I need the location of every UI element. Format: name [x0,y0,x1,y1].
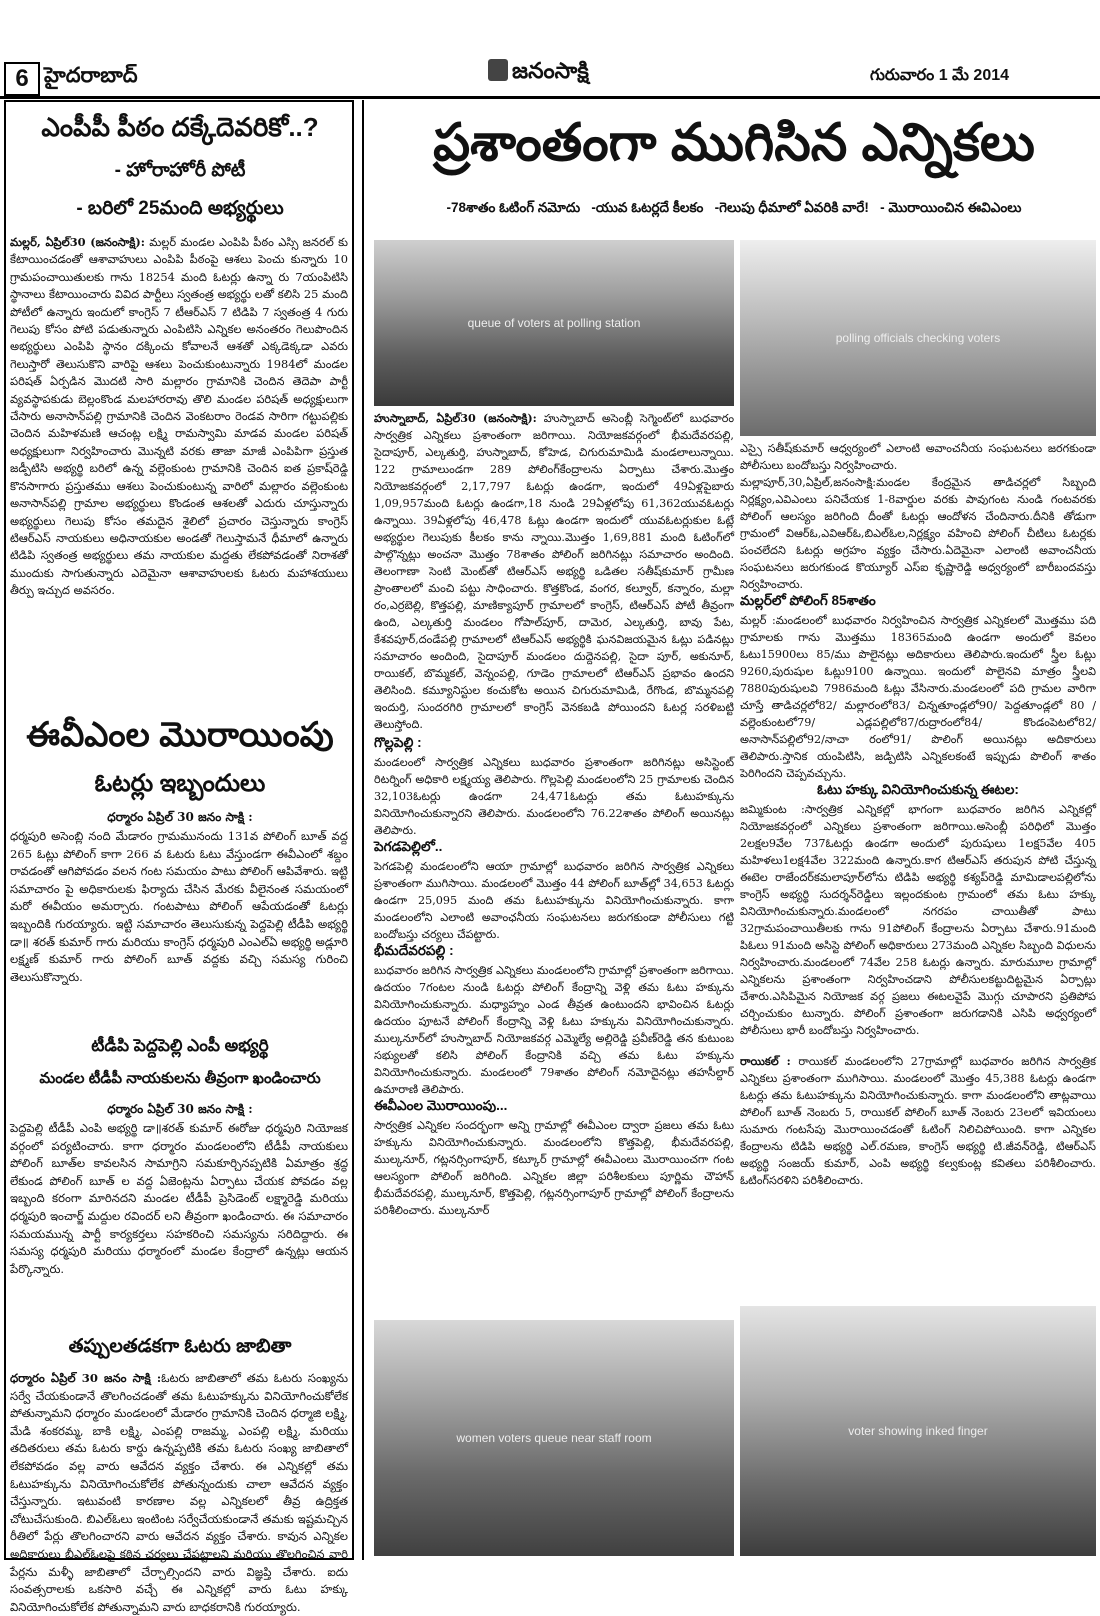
article4-dateline: ధర్మారం ఏప్రిల్ 30 జనం సాక్షి : [10,1371,162,1385]
mid-p5: సార్వత్రిక ఎన్నికల సందర్భంగా అన్ని గ్రామాల్లో ఈవీఎంల ద్వారా ప్రజలు తమ ఓటు హక్కును వినియోగించుకున్నారు. మండలంలోని కొత్తపెల్లి, భీమదేవరపల్లి, ముల్కనూర్, గట్లనర్సింగాపూర్, కట్కూర్ గ్రామాల్లో ఈవీఎంలు మొరాయించగా గంట ఆలస్యంగా పోలింగ్ జరిగింది. ఎన్నికల జిల్లా పరిశీలకులు పూర్ణిమ చౌహాన్ భీమదేవరపల్లి, ముల్కనూర్, కొత్తపెల్లి, గట్లనర్సింగాపూర్ గ్రామాల్లో పోలింగ్ కేంద్రాలను పరిశీలించారు. ముల్కనూర్ [374,1119,734,1217]
article1-sub1: - హోరాహోరీ పోటీ [114,160,246,181]
section-city: హైదరాబాద్ [44,64,138,87]
mid-subhead-bheemadevarapalli: భీమదేవరపల్లి : [374,943,454,958]
article2-dateline: ధర్మారం ఏప్రిల్ 30 జనం సాక్షి : [107,810,253,824]
right-p3: జమ్మికుంట :సార్వత్రిక ఎన్నికల్లో భాగంగా బుధవారం జరిగిన ఎన్నికల్లో నియోజకవర్గంలో ఎన్నికలు ప్రశాంతంగా జరిగాయి.అసెంబ్లీ పరిధిలో మొత్తం 2లక్షల9వేల 737ఓటర్లు ఉండగా అందులో పురుషులు 1లక్ష5వేల 405 మహిళలు1లక్ష4వేల 322మంది ఉన్నారు.కాగ టిఆర్ఎస్ తరుపున పోటి చేస్తున్న ఈటెల రాజేందర్‌కమలాపూర్‌లోను టిడిపి అభ్యర్థి కశ్యప్‌రెడ్డి మామిడాలపల్లిలోను కాంగ్రెస్ అభ్యర్థి సుదర్శన్‌రెడ్డిలు ఇల్లందకుంట గ్రామంలో తమ ఓటు హక్కు వినియోగించుకున్నారు.మండలంలో నగరపం చాయితీతో పాటు 32గ్రామపంచాయితీలకు గాను 91పోలింగ్ కేంద్రాలను ఏర్పాటు చేశారు.91మంది పిఓలు 91మంది అసిస్టె పోలింగ్ అధికారులు 273మంది ఎన్నికల సిబ్బంది విధులను నిర్వహించారు.మండలంలో 74వేల 258 ఓటర్లు ఉన్నారు. మారుమూల గ్రామాల్లో ఎన్నికలను ప్రశాంతంగా నిర్వహించడాని పోలీసులకట్టుదిట్టమైన ఏర్పాట్లు చేశారు.ఎసిపిమైన నియోజక వర్గ ప్రజలు ఈటలవైపే మొగ్గు చూపారని ప్రతిపోప చర్చించుకుం టున్నారు. పోలింగ్ ప్రశాంతంగా జరుగడానికి ఎసిపి అధ్వర్యంలో పోలీసులు భారీ బందోబస్తు నిర్వహించారు. [740,803,1096,1037]
article2-sub: ఓటర్లు ఇబ్బందులు [94,770,266,797]
article4-text: ఓటరు జాబితాలో తమ ఓటరు సంఖ్యను సర్వే చేయకుండానే తొలగించడంతో తమ ఓటుహక్కును వినియోగించుకోలేక పోతున్నామని ధర్మారం మండలంలో మేడారం గ్రామానికి చెందిన ధర్మాజి లక్ష్మి, మేడి శంకరమ్మ, బాకి లక్ష్మి, ఎంపల్లి రాజమ్మ, ఎంపల్లి లక్ష్మి, మరియు తదితరులు తమ ఓటరు కార్డు ఉన్నప్పటికి తమ ఓటరు సంఖ్య జాబితాలో లేకపోవడం వల్ల వారు ఆవేదన వ్యక్తం చేశారు. ఈ ఎన్నికల్లో తమ ఓటుహక్కును వినియోగించుకోలేక పోతున్నందుకు చాలా ఆవేదన వ్యక్తం చేస్తున్నారు. ఇటువంటి కారణాల వల్ల ఎన్నికలలో తీవ్ర ఉద్రిక్తత చోటుచేసుకుంది. బిఎల్ఓలు ఇంటింట సర్వేచేయకుండానే తమకు ఇష్టమచ్చిన రీతిలో పేర్లు తొలగించారని వారు ఆవేదన వ్యక్తం చేశారు. కావున ఎన్నికల అధికారులు బీఎల్ఓలపై కఠిన చర్యలు చేపట్టాలని మరియు తొలగించిన వారి పేర్లను మళ్ళీ జాబితాలో చేర్చాల్సిందని వారు విజ్ఞప్తి చేశారు. ఐదు సంవత్సరాలకు ఒకసారి వచ్చే ఈ ఎన్నికల్లో వారు ఓటు హక్కు వినియోగించుకోలేక పోతున్నామని వారు బాధకరానికి గురయ్యారు. [10,1371,348,1614]
right-subhead-etela: ఓటు హక్కు వినియోగించుకున్న ఈటల: [817,782,1019,797]
photo-women-queue: women voters queue near staff room [374,1320,734,1556]
mid-p3: పెగడపెల్లి మండలంలోని ఆయా గ్రామాల్లో బుధవారం జరిగిన సార్వత్రిక ఎన్నికలు ప్రశాంతంగా ముగిసాయి. మండలంలో మొత్తం 44 పోలింగ్ బూత్‌ల్లో 34,653 ఓటర్లు ఉండగా 25,095 మంది తమ ఓటుహక్కును వినియోగించుకున్నారు. కాగా మండలంలోని ఎలాంటి అవాంఛనీయ సంఘటనలు జరుగకుండా పోలీసులు గట్టి బందోబస్తు చర్యలు చేపట్టారు. [374,860,734,941]
article2-title: ఈవీఎంల మొరాయింపు [26,716,334,754]
photo-polling-officials: polling officials checking voters [740,240,1096,436]
photo-voters-queue: queue of voters at polling station [374,240,734,406]
mid-subhead-gollapalli: గొల్లపెల్లి : [374,735,422,750]
right-p1: మల్లాపూర్,30,ఏప్రిల్,జనంసాక్షి:మండల కేంద్రమైన తాడిచర్లలో సిబ్బంది నిర్లక్ష్యం,ఎవిఎంలు పనిచేయక 1-8వార్డుల వరకు పావుగంట నుండి గంటవరకు పోలింగ్ ఆలస్యం జరిగింది దీంతో ఓటర్లు ఆందోళన చేందినారు.దీనికి తోడుగా గ్రామంలో విఆర్ఓ,ఎవిఆర్ఓ,బిఎల్ఓల,నిర్లక్ష్యం వహించి పోలింగ్ చీటిలు ఓటర్లకు పంచలేదని ఓటర్లు అగ్రహం వ్యక్తం చేసారు.ఏదెమైనా ఎలాంటి అవాంచనీయ సంఘటనలు జరుగకుండ కొయ్యూర్ ఎస్ఐ కృష్ణారెడ్డి అధ్వర్యంలో బారీబందవస్తు నిర్వహించారు. [740,476,1096,591]
right-subhead-mallar: మల్లర్‌లో పోలింగ్ 85శాతం [740,593,876,608]
article3-sub: మండల టీడీపీ నాయకులను తీవ్రంగా ఖండించారు [39,1070,321,1087]
right-subhead-rayikal: రాయికల్ : [740,1054,791,1068]
mid-dateline: హుస్నాబాద్, ఏప్రిల్30 (జనంసాక్షి): [374,411,537,425]
article1-body [10,234,348,714]
article3-dateline: ధర్మారం ఏప్రిల్ 30 జనం సాక్షి : [107,1102,253,1116]
article3-title: టీడీపి పెద్దపెల్లి ఎంపీ అభ్యర్థి [91,1036,269,1055]
column-divider [362,100,364,1560]
mid-subhead-pegadapalli: పెగడపెల్లిలో.. [374,839,443,854]
masthead [488,58,589,89]
mid-column-article [374,410,734,1318]
issue-date: గురువారం 1 మే 2014 [870,67,1010,84]
main-subheads: -78శాతం ఓటింగ్ నమోదు -యువ ఓటర్లదే కీలకం -గెలుపు ధీమాలో ఏవరికి వారే! - మొరాయించిన ఈవిఎంలు [446,200,1022,215]
right-p4: రాయికల్ మండలంలోని 27గ్రామాల్లో బుధవారం జరిగిన సార్వత్రిక ఎన్నికలు ప్రశాంతంగా ముగిసాయి. మండలంలో మొత్తం 45,388 ఓటర్లు ఉండగా ఓటర్లు తమ ఓటుహక్కును వినియోగించుకున్నారు. కాగా మండలంలోని తాట్లవాయి పోలింగ్ బూత్ నెంబరు 5, రాయికల్ పోలింగ్ బూత్ నెంబరు 23లలో ఇవియంలు సుమారు గంటసేపు మొరాయించడంతో ఓటింగ్ నిలిచిపోయింది. కాగా ఎన్నికల కేంద్రాలను టిడిపి అభ్యర్థి ఎల్.రమణ, కాంగ్రెస్ అభ్యర్థి టి.జీవన్‌రెడ్డి, టిఆర్ఎస్ అభ్యర్థి సంజయ్ కుమార్, ఎంపి అభ్యర్థి కల్వకుంట్ల కవితలు పరిశీలించారు. ఓటింగ్‌సరళిని పరిశీలించారు. [740,1055,1096,1187]
right-p2: మల్లర్ :మండలంలో బుధవారం నిర్వహించిన సార్వత్రిక ఎన్నికలలో మొత్తము పది గ్రామాలకు గాను మొత్తము 18365మంది ఉండగా అందులో కెవలం ఓటు15900లు 85/ము పొలైనట్లు అదికారులు తెలిపారు.ఇందులో స్త్రీల ఓట్లు 9260,పురుషుల ఓట్లు9100 ఉన్నాయి. ఇందులో పొలైనవి మాత్రం స్త్రీలవి 7880పురుషులవి 7986మంది ఓట్లు వేసినారు.మండలంలో పది గ్రామల వారిగా చూస్తే తాడిచర్లలో82/ మల్లారంలో83/ చిన్నతూండ్లలో90/ పెద్దతూండ్లలో 80 / వల్లెంకుంటలో79/ ఎడ్లపల్లిలో87/రుద్రారంలో84/ కొండంపెటలో82/ అనాసాన్‌పల్లిలో92/నాచా రంలో91/ పొలింగ్ అయినట్లు అదికారులు తెలిపారు.స్తానిక యంపిటిసి, జడ్పిటిసి ఎన్నికలకంటే ఇప్పుడు పొలింగ్ శాతం పెరిగిందని చెప్పవచ్చును. [740,614,1096,780]
right-p0: ఎస్సై సతీష్‌కుమార్ ఆధ్వర్యంలో ఎలాంటి అవాంచనీయ సంఘటనలు జరగకుండా పోలీసులు బందోబస్తు నిర్వహించారు. [740,442,1096,472]
article1-title: ఎంపీపీ పీఠం దక్కేదెవరికో..? [41,112,319,142]
article1-dateline: మల్లర్, ఏప్రిల్30 (జనంసాక్షి): [10,235,145,249]
header-rule [0,96,1100,99]
mid-p4: బుధవారం జరిగిన సార్వత్రిక ఎన్నికలు మండలంలోని గ్రామాల్లో ప్రశాంతంగా జరిగాయి. ఉదయం 7గంటల నుండి ఓటర్లు పోలింగ్ కేంద్రాన్ని వెళ్లి తమ ఓటు హక్కును వినియోగించుకున్నారు. మధ్యాహ్నం ఎండ తీవ్రత ఉంటుందని భావించిన ఓటర్లు ఉదయం పూటనే పోలింగ్ కేంద్రాన్ని వెళ్లి ఓటు హక్కును వినియోగించుకున్నారు. ముల్కనూర్‌లో హుస్నాబాద్ నియోజకవర్గ ఎమ్మెల్యే అల్లిరెడ్డి ప్రవీణ్‌రెడ్డి తన కుటుంబ సభ్యులతో కలిసి పోలింగ్ కేంద్రానికి వచ్చి తమ ఓటు హక్కును వినియోగించుకున్నారు. మండలంలో 79శాతం పోలింగ్ నమోదైనట్లు తహసీల్దార్ ఉమారాణి తెలిపారు. [374,964,734,1096]
photo-inked-finger: voter showing inked finger [740,1306,1096,1556]
page-header [0,0,1100,95]
article1-sub2: - బరిలో 25మంది అభ్యర్థులు [76,198,284,219]
page-number: 6 [4,62,40,96]
article4-title: తప్పులతడకగా ఓటరు జాబితా [68,1336,292,1357]
article2-body: ధర్మపురి అసెంబ్లి నంది మేడారం గ్రామమునందు 131వ పోలింగ్ బూత్ వద్ద 265 ఓట్లు పోలింగ్ కాగా 266 వ ఓటరు ఓటు వేస్తుండగా ఈవీఎంలో శబ్దం రావడంతో ఆగిపోవడం వలన గంట సమయం పాటు పోలింగ్ ఆపివేశారు. ఇట్టి సమాచారం పై అధికారులకు ఫిర్యాదు చేసిన మేరకు వీలైనంత సమయంలో మరో ఈవీయం అమర్చారు. గంటపాటు పోలింగ్ ఆపేయడంతో ఓటర్లు ఇబ్బందికి గురయ్యారు. ఇట్టి సమాచారం తెలుసుకున్న పెద్దపెల్లి టీడీపి అభ్యర్థి డా॥ శరత్ కుమార్ గారు మరియు కాంగ్రెస్ ధర్మపురి ఎంఎల్ఏ అభ్యర్థి అడ్లూరి లక్ష్మణ్ కుమార్ గారు పోలింగ్ బూత్ వద్దకు వచ్చి సమస్య గురించి తెలుసుకొన్నారు. [10,829,348,984]
article1-text: మల్లర్ మండల ఎంపిపి పీఠం ఎస్సి జనరల్ కు కేటాయించడంతో ఆశావాహులు ఎంపిపి పీఠంపై ఆశలు పెంచు కున్నారు 10 గ్రామపంచాయితులకు గాను 18254 మంది ఓటర్లు ఉన్నా రు 7యంపిటిసి స్థానాలు కేటాయించారు వివిద పార్టీలు స్వతంత్ర అభ్యర్థు లతో కలిసి 25 మంది పోటీలో ఉన్నారు ఇందులో కాంగ్రెస్ 7 టీఆర్ఎస్ 7 టిడిపి 7 స్వతంత్ర 4 గురు గెలుపు కోసం పోటి పడుతున్నారు ఎంపిటిసి ఎన్నికల అనంతరం గెలుపొందిన అభ్యర్థులు ఎంపిపి స్థానం దక్కించు కోవాలనే ఆశతో ఎక్కడెక్కడా ఎవరు గెలుస్తారో తెలుసుకొని వారిపై ఆశలు పెంచుకుంటున్నారు 1984లో మండల పరిషత్ ఏర్పడిన మొదటి సారి మల్లారం గ్రామానికి చెందిన తెదెపా పార్టీ వ్యవస్థాపకుడు బెల్లంకొండ మలహారరావు తొలి మండల పరిషత్ అధ్యక్షులుగా చేసారు అనాసాన్‌పల్లి గ్రామానికి చెందిన వెంకటరాం రెండవ సారిగా గట్టుపల్లికు చెందిన మహిళమణి ఆచంట్ల లక్ష్మి రామస్వామి మాడవ మండల పరిషత్ అధ్యక్షులుగా నిర్వహించారు మొన్నటి వరకు తాజా మాజీ ఎంపిపిగా ప్రస్తుత జడ్పీటిసి అభ్యర్థి బరిలో ఉన్న వల్లెంకుంట గ్రామానికి చెందిన ఐత ప్రకాష్‌రెడ్డి కొనసాగారు ప్రస్తుతము ఆశలు పెంచుకుంటున్న వారిలో మల్లారం వల్లెంకుంట అనాసాన్‌పల్లి గ్రామాల అభ్యర్థులు కొండంత ఆశలతో ఎదురు చూస్తున్నారు అభ్యర్థులు గెలుపు కోసం తమదైన శైలిలో ప్రచారం చెస్తున్నారు కాంగ్రెస్ టిఆర్ఎస్ నాయకులు అధినాయకుల అండతో గెలుస్తామనే ధీమాలో ఉన్నారు టిడిపి స్వతంత్ర అభ్యర్థులు తమ నాయకుల మద్దతు లేకపోవడంతో నిరాశతో ముందుకు సాగుతున్నారు ఎదెమైనా ఆశావాహులకు ఓటరు మహాశయులు తీర్పు ఇచ్చుద అవసరం. [10,235,348,598]
article4-body [10,1370,348,1614]
right-column-article [740,440,1096,1302]
mid-subhead-evm: ఈవీఎంల మొరాయింపు... [374,1098,508,1113]
mid-p1: హుస్నాబాద్ అసెంబ్లీ సెగ్మెంట్‌లో బుధవారం సార్వత్రిక ఎన్నికలు ప్రశాంతంగా జరిగాయి. నియోజకవర్గంలో భీమదేవరపల్లి, సైదాపూర్, ఎల్కతుర్తి, హుస్నాబాద్, కోహెడ, చిగురుమామిడి మండలాలున్నాయి. 122 గ్రామాలుండగా 289 పోలింగ్‌కేంద్రాలను ఏర్పాటు చేశారు.మొత్తం నియోజకవర్గంలో 2,17,797 ఓటర్లు ఉండగా, ఇందులో 49ఏళ్లపైబారు 1,09,957మంది ఓటర్లు ఉండగా,18 నుండి 29ఏళ్లలోపు 61,362యువఓటర్లు ఉన్నాయి. 39ఏళ్లలోపు 46,478 ఓట్లు ఉండగా ఇందులో యువఓటర్లుకుల ఓట్లే అభ్యర్థుల గెలుపుకు కీలకం కాను న్నాయి.మొత్తం 1,69,881 మంది ఓటింగ్‌లో పాల్గొన్నట్లు అంచనా మొత్తం 78శాతం పోలింగ్ జరిగినట్లు సమాచారం అందింది. తెలంగాణా సెంటి మెంట్‌తో టిఆర్ఎస్ అభ్యర్థి ఒడితల సతీష్‌కుమార్ గ్రామీణ ప్రాంతాలలో మంచి పట్టు సాధించారు. కొత్తకొండ, వంగర, కల్వూర్, కన్నారం, మల్లా రం,ఎర్రబెల్లి, కొత్తపల్లి, మాణిక్యాపూర్ గ్రామాలలో కాంగ్రెస్, టిఆర్ఎస్ పోటీ తీవ్రంగా ఉంది, ఎల్కతుర్తి మండలం గోపాల్‌పూర్, దామెర, ఎల్కతుర్తి, బావు పేట, కేశవపూర్,దండేపల్లి గ్రామాలలో టిఆర్ఎస్ అభ్యర్థికి ఘనవిజయమైన ఓట్లు పడినట్లు సమాచారం అందింది, సైదాపూర్ మండలం దుద్దెనపల్లి, సైదా పూర్, అకునూర్, రాయికల్, బొమ్మకల్, వెన్నంపల్లి, గూడెం గ్రామాలలో టిఆర్ఎస్ ప్రభావం ఉందని తెలిసింది. కమ్యూనిస్టుల కంచుకోట అయిన చిగురుమామిడి, రేగొండ, బొమ్మనపల్లి ఇందుర్తి, సుందరగిరి గ్రామాలలో కాంగ్రెస్ వెనకబడి పోయిందని ఓటర్ల సరళిబట్టి తెలుస్తోంది. [374,412,735,731]
masthead-title: జనంసాక్షి [512,58,589,83]
main-headline: ప్రశాంతంగా ముగిసిన ఎన్నికలు [433,114,1035,172]
mid-p2: మండలంలో సార్వత్రిక ఎన్నికలు బుధవారం ప్రశాంతంగా జరిగినట్లు అసిస్టెంట్ రిటర్నింగ్ అధికారి లక్ష్మయ్య తెలిపారు. గొల్లపెల్లి మండలంలోని 25 గ్రామాలకు చెందిన 32,103ఓటర్లు ఉండగా 24,471ఓటర్లు తమ ఓటుహక్కును వినియోగించుకున్నారని తెలిపారు. మండలంలోని 76.22శాతం పోలింగ్ అయినట్లు తెలిపారు. [374,756,734,837]
article3-body: పెద్దపెల్లి టీడీపీ ఎంపి అభ్యర్థి డా॥శరత్ కుమార్ ఈరోజు ధర్మపురి నియోజక వర్గంలో పర్యటించారు. కాగా ధర్మారం మండలంలోని టీడీపీ నాయకులు పోలింగ్ బూత్‌ల కావలసిన సామాగ్రిని సమకూర్చినప్పటికి ఏమాత్రం శ్రద్ధ లేకుండ పోలింగ్ బూత్ ల వద్ద ఏజెంట్లను ఏర్పాటు చేయక పోవడం వల్ల ఇబ్బంది కరంగా మారినదని మండల టీడీపీ ప్రెసిడెంట్ లక్ష్మారెడ్డి మరియు ధర్మపురి ఇంచార్జ్ మద్దుల రవిందర్ లని తీవ్రంగా ఖండించారు. ఈ సమాచారం సమయమున్న పార్టీ కార్యకర్తలు సహకరించి సమస్యను సరిదిద్దారు. ఈ సమస్య ధర్మపురి మరియు ధర్మారంలో మండల కేంద్రాలో ఉన్నట్లు ఆయన పేర్కొన్నారు. [10,1121,348,1276]
masthead-logo-icon [488,59,508,81]
